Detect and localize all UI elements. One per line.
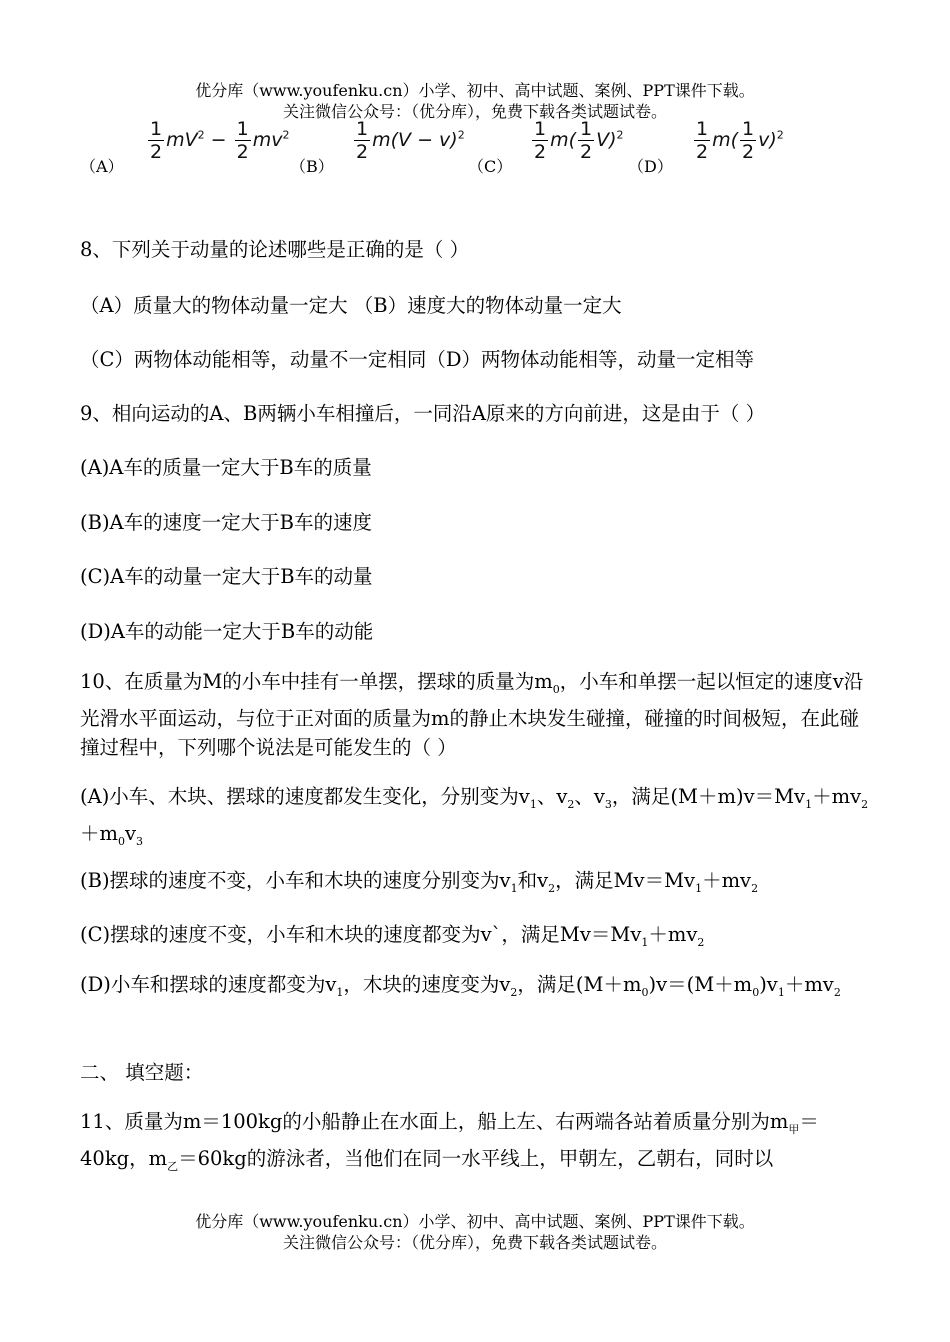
q8-stem: 8、下列关于动量的论述哪些是正确的是（ ） (80, 238, 470, 261)
q9-option-b: (B)A车的速度一定大于B车的速度 (80, 511, 372, 534)
option-a-label: （A） (80, 157, 124, 176)
q9-option-d: (D)A车的动能一定大于B车的动能 (80, 620, 374, 643)
q11-text: 11、质量为m＝100kg的小船静止在水面上，船上左、右两端各站着质量分别为$m_甲=40kg$，$m_乙=60kg$的游泳者，当他们在同一水平线上，甲朝左，乙朝右，同时以 (80, 1110, 819, 1173)
q10-option-b: (B)摆球的速度不变，小车和木块的速度分别变为$v_1$和$v_2$，满足$Mv=Mv_1+mv_2$ (80, 869, 759, 895)
option-d-formula: $\frac{1}{2}$ m( $\frac{1}{2}$ v)$^2$ (696, 118, 784, 163)
option-a-formula: $\frac{1}{2}$ $mV^2$ − $\frac{1}{2}$ $mv^2$ (150, 118, 290, 163)
section-2-title: 二、 填空题： (80, 1061, 204, 1084)
header-line-2: 关注微信公众号：（优分库），免费下载各类试题试卷。 (282, 102, 667, 121)
page-footer (0, 1211, 950, 1253)
q8-options-cd: （C）两物体动能相等，动量不一定相同（D）两物体动能相等，动量一定相等 (80, 348, 755, 371)
q9-option-c: (C)A车的动量一定大于B车的动量 (80, 565, 373, 588)
q10-stem: 10、在质量为M的小车中挂有一单摆，摆球的质量为$m_0$，小车和单摆一起以恒定的速度v沿光滑水平面运动，与位于正对面的质量为m的静止木块发生碰撞，碰撞的时间极短，在此碰撞过程中，下列哪个说法是可能发生的（ ） (80, 670, 864, 759)
page-header (0, 80, 950, 122)
q9-option-a: (A)A车的质量一定大于B车的质量 (80, 456, 372, 479)
option-c-label: （C） (468, 157, 513, 176)
option-b-label: （B） (290, 157, 334, 176)
q10-option-c: (C)摆球的速度不变，小车和木块的速度都变为v`，满足$Mv=Mv_1+mv_2$ (80, 923, 705, 949)
q8-options-ab: （A）质量大的物体动量一定大 （B）速度大的物体动量一定大 (80, 294, 622, 317)
q9-stem: 9、相向运动的A、B两辆小车相撞后，一同沿A原来的方向前进，这是由于（ ） (80, 402, 766, 425)
option-d-label: （D） (628, 157, 673, 176)
footer-line-1: 优分库（www.youfenku.cn）小学、初中、高中试题、案例、PPT课件下载。 (195, 1212, 755, 1231)
option-b-formula: $\frac{1}{2}$ $m(V - v)^2$ (356, 118, 465, 163)
header-line-1: 优分库（www.youfenku.cn）小学、初中、高中试题、案例、PPT课件下载。 (195, 81, 755, 100)
footer-line-2: 关注微信公众号：（优分库），免费下载各类试题试卷。 (282, 1233, 667, 1252)
q10-option-d: (D)小车和摆球的速度都变为$v_1$，木块的速度变为$v_2$，满足$(M+m_0)v=(M+m_0)v_1+mv_2$ (80, 973, 841, 999)
option-c-formula: $\frac{1}{2}$ m( $\frac{1}{2}$ V)$^2$ (534, 118, 624, 163)
q10-option-a: (A)小车、木块、摆球的速度都发生变化，分别变为$v_1$、$v_2$、$v_3$，满足$(M+m)v=Mv_1+mv_2+m_0v_3$ (80, 785, 869, 848)
q7-answer-options (80, 118, 880, 188)
